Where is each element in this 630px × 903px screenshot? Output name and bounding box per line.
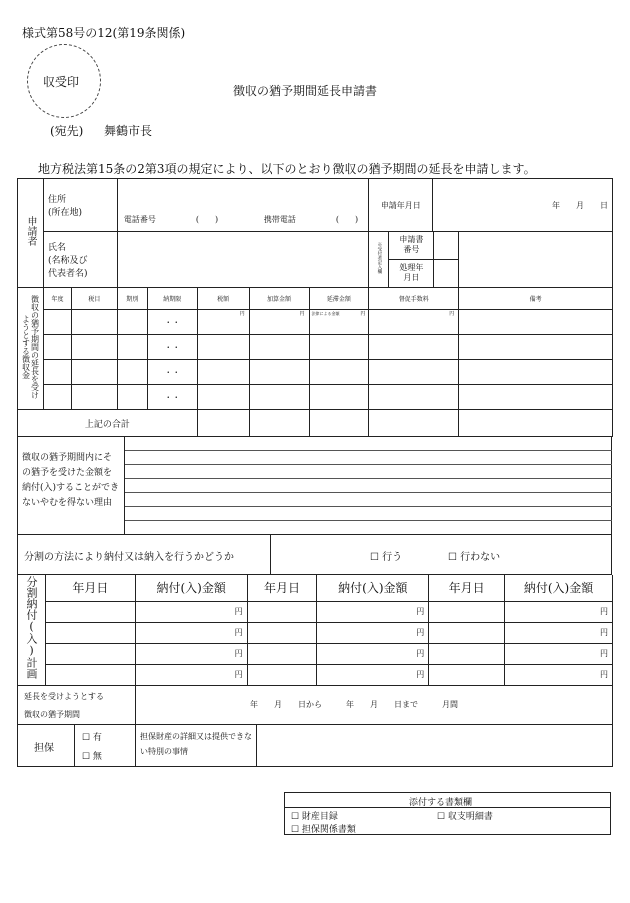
installment-question-row [17,535,612,575]
yen-mark: 円 [135,643,247,664]
form-title: 徴収の猶予期間延長申請書 [233,84,378,98]
reason-label: 徴収の猶予期間内にその猶予を受けた金額を納付(入)することができないやむを得ない理由 [22,453,120,508]
attachment-property-list[interactable]: ☐ 財産目録 [291,812,338,822]
yen-mark: 円 [505,643,613,664]
plan-side-label: 分割納付(入)計画 [24,576,38,680]
due-date-dots: ・・ [147,310,197,335]
collateral-label: 担保 [34,743,54,754]
plan-row[interactable] [18,643,613,664]
addressee-prefix: (宛先) [50,124,84,138]
due-date-dots: ・・ [147,385,197,410]
yen-mark: 円 [360,311,366,317]
col-header-delinquency: 延滞金額 [309,288,369,310]
yen-mark: 円 [505,601,613,622]
total-delinquency[interactable] [309,410,369,437]
yen-mark: 円 [317,643,429,664]
address-label: 住所 (所在地) [43,179,117,232]
reason-line [125,450,612,451]
col-header-period: 期別 [117,288,147,310]
yen-mark: 円 [317,601,429,622]
period-value[interactable]: 年 月 日から 年 月 日まで 月間 [250,700,458,709]
applicant-section-cell [18,179,44,288]
reason-line [125,478,612,479]
total-reminder-fee[interactable] [369,410,459,437]
applicant-tax-table [17,178,613,437]
tax-row[interactable] [18,360,613,385]
total-surcharge[interactable] [249,410,309,437]
due-date-dots: ・・ [147,335,197,360]
attachment-collateral-docs[interactable]: ☐ 担保関係書類 [291,825,356,835]
yen-mark: 円 [317,664,429,685]
plan-row[interactable] [18,601,613,622]
yen-mark: 円 [505,664,613,685]
phone-parens: ( ) [195,215,219,224]
plan-col-amount: 納付(入)金額 [317,575,429,601]
reason-block [17,437,612,535]
tax-row[interactable] [18,385,613,410]
office-use-label: ※受付者記入欄 [376,241,382,274]
yen-mark: 円 [505,622,613,643]
reason-line [125,506,612,507]
mobile-label: 携帯電話 [263,215,296,224]
installment-question-label: 分割の方法により納付又は納入を行うかどうか [24,552,234,563]
delinquency-cell[interactable] [309,310,369,335]
period-divider [135,685,136,724]
process-date-field[interactable] [434,259,458,287]
installment-divider [270,535,271,574]
collateral-divider [135,725,136,766]
plan-side-cell [18,575,46,685]
collateral-divider [256,725,257,766]
addressee: 舞鶴市長 [104,124,153,138]
col-header-due-date: 納期限 [147,288,197,310]
mobile-parens: ( ) [335,215,359,224]
form-number: 様式第58号の12(第19条関係) [22,26,186,40]
col-header-remarks: 備考 [459,288,613,310]
plan-row[interactable] [18,622,613,643]
office-use-blank [459,232,613,288]
total-remarks[interactable] [459,410,613,437]
yen-mark: 円 [135,601,247,622]
reason-line [125,492,612,493]
due-date-dots: ・・ [147,360,197,385]
period-label-line2: 徴収の猶予期間 [24,710,80,719]
col-header-tax-amount: 税額 [197,288,249,310]
reason-line [125,520,612,521]
period-row [17,685,613,725]
date-label: 申請年月日 [369,179,433,232]
collateral-divider [74,725,75,766]
date-field[interactable]: 年 月 日 [433,179,613,232]
reason-line [125,464,612,465]
plan-col-date: 年月日 [247,575,317,601]
process-date-label: 処理年 月日 [389,259,434,287]
office-use-block [389,232,459,288]
yen-mark: 円 [369,310,459,335]
yen-mark: 円 [135,664,247,685]
total-tax[interactable] [197,410,249,437]
installment-yes-option[interactable]: ☐ 行う [370,552,403,563]
attachments-title: 添付する書類欄 [409,798,473,808]
attachment-income-statement[interactable]: ☐ 収支明細書 [437,812,493,822]
col-header-surcharge: 加算金額 [249,288,309,310]
tax-row[interactable] [18,335,613,360]
app-number-field[interactable] [434,232,458,259]
receipt-stamp-label: 収受印 [43,75,80,89]
tax-side-label: 徴収の猶予期間の延長を受けようとする徴収金 [21,294,40,399]
collateral-row [17,725,613,767]
tax-side-cell [18,288,44,410]
yen-mark: 円 [197,310,249,335]
installment-no-option[interactable]: ☐ 行わない [448,552,501,563]
yen-mark: 円 [317,622,429,643]
collateral-yes-option[interactable]: ☐ 有 [82,733,102,743]
receipt-stamp-circle [27,44,101,118]
intro-text: 地方税法第15条の2第3項の規定により、以下のとおり徴収の猶予期間の延長を申請します。 [38,162,536,176]
collateral-reason-label: 担保財産の詳細又は提供できない特別の事情 [140,732,252,756]
installment-plan-table [17,575,613,686]
phone-label: 電話番号 [123,215,156,224]
plan-col-date: 年月日 [429,575,505,601]
attachments-box [284,792,611,835]
plan-row[interactable] [18,664,613,685]
plan-col-amount: 納付(入)金額 [135,575,247,601]
collateral-no-option[interactable]: ☐ 無 [82,752,102,762]
tax-row[interactable] [18,310,613,335]
plan-col-amount: 納付(入)金額 [505,575,613,601]
app-number-label: 申請書 番号 [389,232,434,259]
name-label: 氏名 (名称及び 代表者名) [43,232,117,288]
period-label-line1: 延長を受けようとする [24,692,104,701]
yen-mark: 円 [135,622,247,643]
office-use-cell [369,232,389,288]
law-note: 法律による金額 [311,311,340,316]
yen-mark: 円 [249,310,309,335]
col-header-year: 年度 [43,288,71,310]
name-field[interactable] [117,232,369,288]
col-header-tax-type: 税目 [71,288,117,310]
address-field[interactable] [117,179,369,232]
total-label: 上記の合計 [18,410,198,437]
col-header-reminder-fee: 督促手数料 [369,288,459,310]
plan-col-date: 年月日 [45,575,135,601]
applicant-section-label: 申請者 [24,216,36,246]
